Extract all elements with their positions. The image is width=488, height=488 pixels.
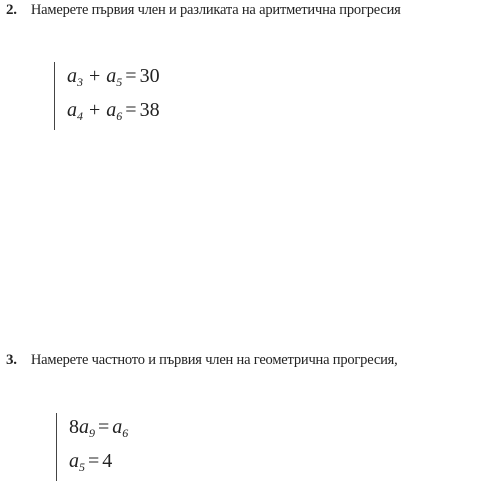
term-var: a: [67, 65, 77, 87]
term-var: a: [79, 416, 89, 438]
problem-2-equation-2: [67, 96, 160, 130]
coefficient: 8: [69, 416, 79, 438]
problem-2-equation-system: [54, 62, 160, 130]
problem-3-equation-2: [69, 447, 128, 481]
problem-2-number: 2.: [6, 2, 17, 18]
term-var: a: [69, 450, 79, 472]
equals-sign: =: [125, 65, 137, 87]
problem-2-text: Намерете първия член и разликата на аритметична прогресия: [30, 2, 401, 18]
problem-3-heading: [6, 352, 398, 369]
term-subscript: 6: [122, 426, 129, 440]
problem-3-number: 3.: [6, 352, 17, 368]
problem-3-equation-1: [69, 413, 128, 447]
equation-value: 4: [102, 450, 113, 472]
term-subscript: 5: [79, 460, 85, 474]
problem-2-heading: [6, 2, 401, 19]
term-subscript: 4: [77, 109, 83, 123]
equation-value: 38: [139, 99, 160, 121]
term-var: a: [106, 65, 117, 87]
term-var: a: [67, 99, 77, 121]
problem-3-text: Намерете частното и първия член на геометрична прогресия,: [30, 352, 398, 368]
equals-sign: =: [98, 416, 110, 438]
plus-sign: +: [89, 99, 101, 121]
term-var: a: [106, 99, 117, 121]
problem-3-equation-system: [56, 413, 128, 481]
term-var: a: [112, 416, 123, 438]
term-subscript: 9: [89, 426, 95, 440]
equals-sign: =: [88, 450, 100, 472]
equation-value: 30: [139, 65, 160, 87]
problem-2-equation-1: [67, 62, 160, 96]
term-subscript: 6: [116, 109, 123, 123]
term-subscript: 5: [116, 75, 123, 89]
equals-sign: =: [125, 99, 137, 121]
term-subscript: 3: [77, 75, 83, 89]
plus-sign: +: [89, 65, 101, 87]
